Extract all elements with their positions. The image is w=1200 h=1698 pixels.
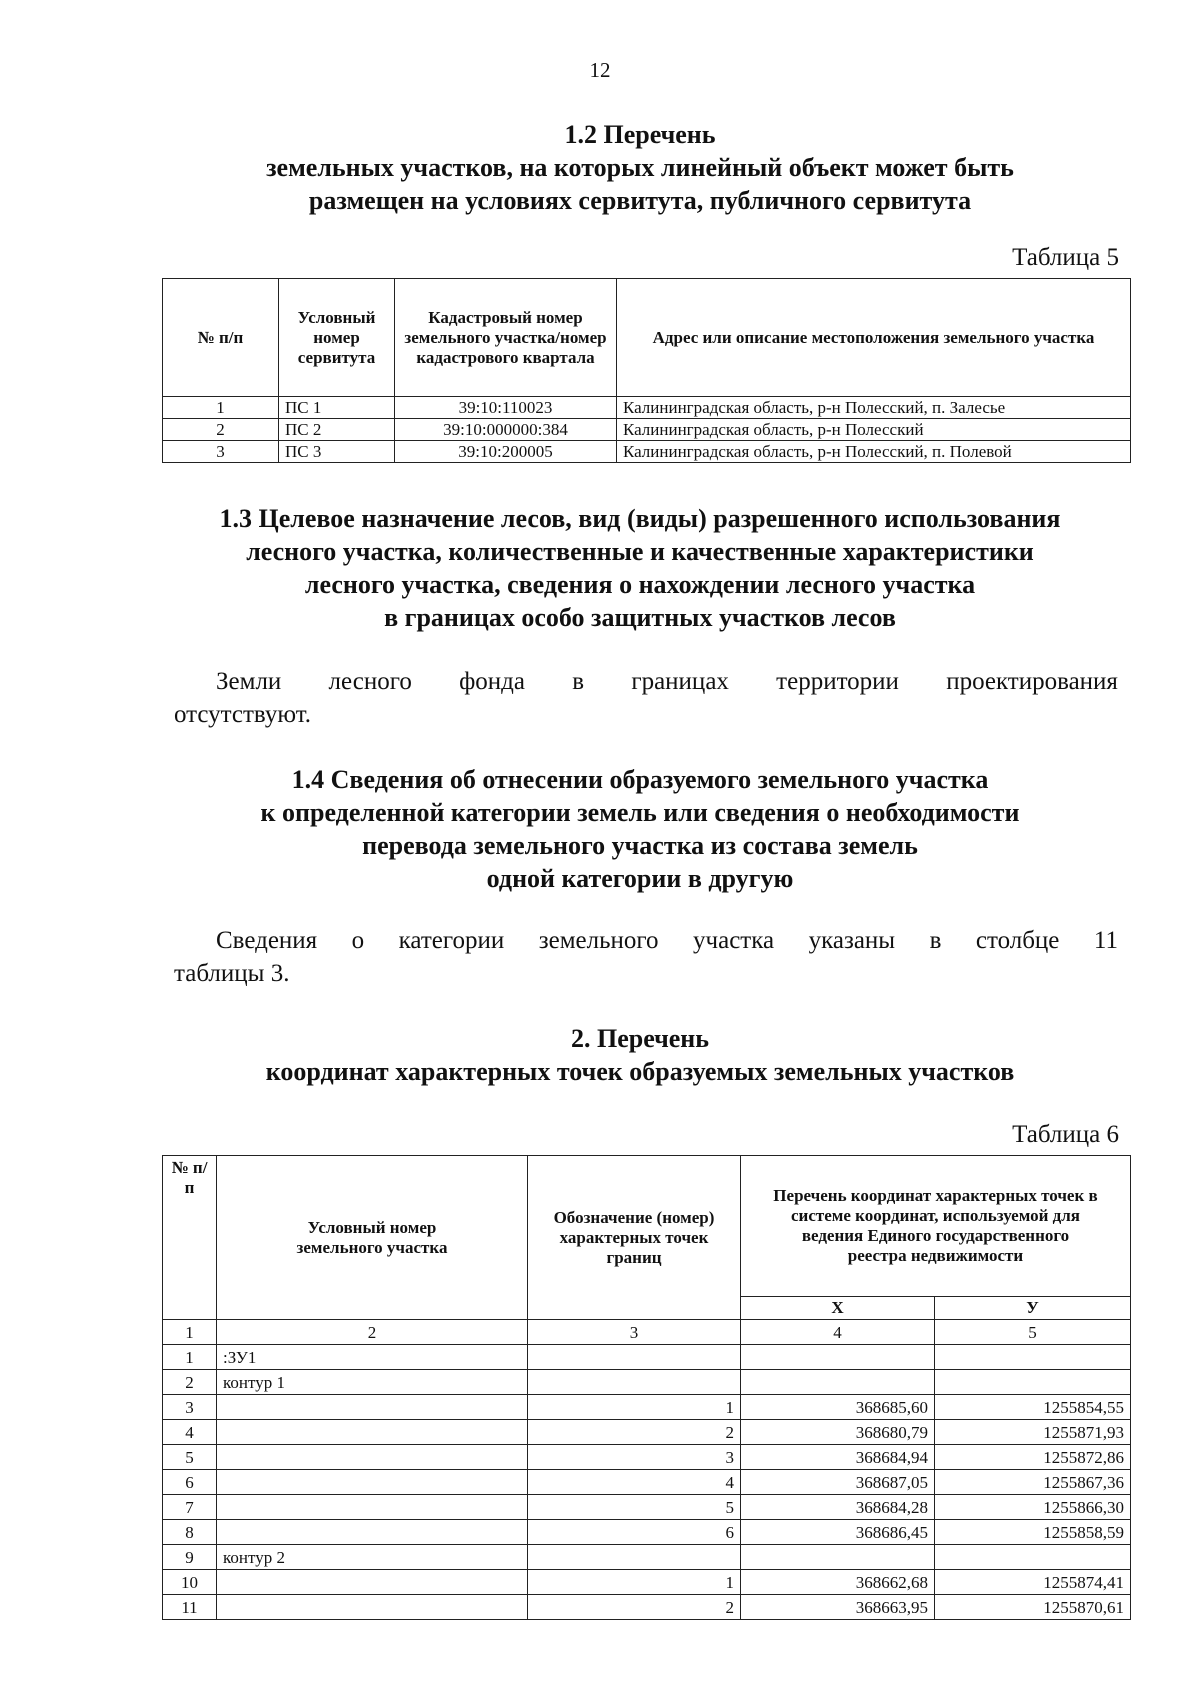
table-cell: 3 (528, 1445, 741, 1470)
paragraph-word: лесного (328, 668, 412, 695)
table-cell: :ЗУ1 (217, 1345, 528, 1370)
table-cell: 1255872,86 (935, 1445, 1131, 1470)
table-cell: 368684,28 (741, 1495, 935, 1520)
table-cell: 4 (741, 1320, 935, 1345)
table-header-cell: № п/п (163, 1156, 217, 1320)
table-row (163, 1570, 1131, 1595)
paragraph-word: Сведения (216, 927, 318, 954)
table-cell (217, 1445, 528, 1470)
paragraph-word: проектирования (946, 668, 1118, 695)
table-header-cell: Кадастровый номер земельного участка/номер кадастрового квартала (395, 279, 617, 397)
paragraph-word: участка (693, 927, 775, 954)
table-row (163, 1470, 1131, 1495)
table-row (163, 1345, 1131, 1370)
forest-paragraph (174, 665, 1118, 731)
table-5 (162, 278, 1131, 463)
table-cell (217, 1520, 528, 1545)
paragraph-word: территории (776, 668, 899, 695)
table-cell (217, 1570, 528, 1595)
heading-line: лесного участка, количественные и качественные характеристики (246, 537, 1034, 566)
table-cell: 368680,79 (741, 1420, 935, 1445)
table-row (163, 1520, 1131, 1545)
heading-line: одной категории в другую (486, 864, 794, 893)
table-cell (217, 1470, 528, 1495)
section-1-4-heading (160, 763, 1120, 895)
table-cell: 6 (163, 1470, 217, 1495)
table-cell: Калининградская область, р-н Полесский (617, 419, 1131, 441)
table-cell: 5 (528, 1495, 741, 1520)
table-cell (217, 1495, 528, 1520)
table-row (163, 1595, 1131, 1620)
table-cell: 1255874,41 (935, 1570, 1131, 1595)
table-cell: 2 (163, 1370, 217, 1395)
table-cell: 1255870,61 (935, 1595, 1131, 1620)
paragraph-word: в (929, 927, 942, 954)
table-cell (741, 1345, 935, 1370)
table-cell: 1255866,30 (935, 1495, 1131, 1520)
heading-line: 1.4 Сведения об отнесении образуемого земельного участка (291, 765, 989, 794)
table-cell (528, 1345, 741, 1370)
paragraph-word: о (351, 927, 365, 954)
table-cell: 10 (163, 1570, 217, 1595)
table-header-cell: Адрес или описание местоположения земельного участка (617, 279, 1131, 397)
table-cell: ПС 2 (279, 419, 395, 441)
table-cell: 11 (163, 1595, 217, 1620)
section-2-heading (160, 1022, 1120, 1088)
table-cell: 368663,95 (741, 1595, 935, 1620)
paragraph-tail: отсутствуют. (174, 701, 312, 728)
table-row (163, 441, 1131, 463)
table-row (163, 1395, 1131, 1420)
table-cell: контур 1 (217, 1370, 528, 1395)
table-cell: Калининградская область, р-н Полесский, п. Полевой (617, 441, 1131, 463)
table-cell: 39:10:000000:384 (395, 419, 617, 441)
table-cell: 1255858,59 (935, 1520, 1131, 1545)
table-cell: ПС 3 (279, 441, 395, 463)
table-cell: 5 (163, 1445, 217, 1470)
table-cell: 9 (163, 1545, 217, 1570)
table-cell: 1 (528, 1570, 741, 1595)
section-1-2-heading (160, 118, 1120, 217)
table-row (163, 1320, 1131, 1345)
table-row (163, 1545, 1131, 1570)
table-5-caption: Таблица 5 (1012, 244, 1119, 271)
heading-line: в границах особо защитных участков лесов (384, 603, 896, 632)
table-header-cell: Условный номер сервитута (279, 279, 395, 397)
heading-line: 1.2 Перечень (564, 120, 716, 149)
table-row (163, 1445, 1131, 1470)
table-cell (217, 1420, 528, 1445)
paragraph-word: категории (398, 927, 505, 954)
table-cell: 368687,05 (741, 1470, 935, 1495)
table-cell: 7 (163, 1495, 217, 1520)
table-cell (935, 1345, 1131, 1370)
page-number: 12 (589, 58, 611, 82)
table-header-cell: № п/п (163, 279, 279, 397)
paragraph-word: фонда (459, 668, 526, 695)
paragraph-word: земельного (538, 927, 659, 954)
table-cell: 368685,60 (741, 1395, 935, 1420)
table-cell (741, 1545, 935, 1570)
table-cell: 368686,45 (741, 1520, 935, 1545)
table-cell (217, 1595, 528, 1620)
table-cell: 1 (163, 1345, 217, 1370)
table-cell: 3 (528, 1320, 741, 1345)
table-6 (162, 1155, 1131, 1620)
table-cell: ПС 1 (279, 397, 395, 419)
heading-line: 1.3 Целевое назначение лесов, вид (виды) разрешенного использования (219, 504, 1061, 533)
table-cell: 368684,94 (741, 1445, 935, 1470)
heading-line: перевода земельного участка из состава земель (362, 831, 918, 860)
table-cell: 5 (935, 1320, 1131, 1345)
heading-line: лесного участка, сведения о нахождении лесного участка (304, 570, 976, 599)
heading-line: координат характерных точек образуемых земельных участков (265, 1057, 1015, 1086)
paragraph-word: столбце (975, 927, 1060, 954)
section-1-3-heading (160, 502, 1120, 634)
table-cell: 4 (528, 1470, 741, 1495)
table-cell: 8 (163, 1520, 217, 1545)
table-cell: 1 (528, 1395, 741, 1420)
table-header-cell: Перечень координат характерных точек в системе координат, используемой для ведения Единого государственного реестра недвижимости (741, 1156, 1131, 1297)
table-cell (217, 1395, 528, 1420)
table-6-caption: Таблица 6 (1012, 1121, 1119, 1148)
table-cell (528, 1545, 741, 1570)
table-cell: 4 (163, 1420, 217, 1445)
heading-line: к определенной категории земель или сведения о необходимости (260, 798, 1020, 827)
table-row (163, 1370, 1131, 1395)
table-row (163, 1495, 1131, 1520)
paragraph-word: в (572, 668, 585, 695)
table-cell: 2 (528, 1595, 741, 1620)
table-cell: 1255867,36 (935, 1470, 1131, 1495)
table-cell (741, 1370, 935, 1395)
heading-line: 2. Перечень (570, 1024, 710, 1053)
table-cell: 1255854,55 (935, 1395, 1131, 1420)
paragraph-word: границах (631, 668, 729, 695)
table-cell: 3 (163, 441, 279, 463)
table-cell: 1 (163, 1320, 217, 1345)
category-paragraph (174, 924, 1118, 990)
paragraph-word: Земли (216, 668, 282, 695)
heading-line: размещен на условиях сервитута, публичного сервитута (308, 186, 972, 215)
paragraph-word: 11 (1093, 927, 1118, 954)
paragraph-tail: таблицы 3. (174, 960, 290, 987)
table-cell: 3 (163, 1395, 217, 1420)
paragraph-word: указаны (808, 927, 896, 954)
table-cell: 39:10:200005 (395, 441, 617, 463)
table-cell (935, 1370, 1131, 1395)
heading-line: земельных участков, на которых линейный объект может быть (266, 153, 1014, 182)
table-cell: 2 (163, 419, 279, 441)
table-row (163, 419, 1131, 441)
table-cell: 6 (528, 1520, 741, 1545)
table-cell: Калининградская область, р-н Полесский, п. Залесье (617, 397, 1131, 419)
table-cell (528, 1370, 741, 1395)
table-row (163, 397, 1131, 419)
table-cell: 1 (163, 397, 279, 419)
table-row (163, 1420, 1131, 1445)
table-cell: 39:10:110023 (395, 397, 617, 419)
table-cell (935, 1545, 1131, 1570)
table-cell: 1255871,93 (935, 1420, 1131, 1445)
table-cell: 368662,68 (741, 1570, 935, 1595)
table-cell: 2 (528, 1420, 741, 1445)
table-header-cell: У (935, 1297, 1131, 1320)
table-cell: 2 (217, 1320, 528, 1345)
table-header-cell: X (741, 1297, 935, 1320)
table-header-cell: Обозначение (номер) характерных точек границ (528, 1156, 741, 1320)
table-cell: контур 2 (217, 1545, 528, 1570)
table-header-cell: Условный номер земельного участка (217, 1156, 528, 1320)
